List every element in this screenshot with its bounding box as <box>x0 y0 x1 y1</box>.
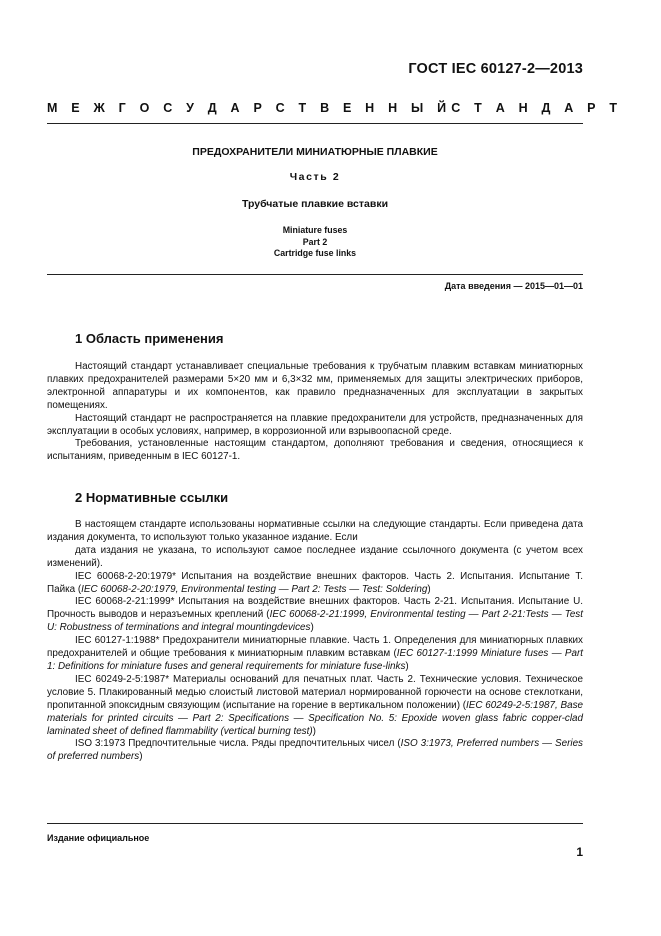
section-1-body <box>47 361 583 464</box>
reference-item: ISO 3:1973 Предпочтительные числа. Ряды предпочтительных чисел (ISO 3:1973, Preferred numbers — Series of preferred numbers) <box>47 738 583 763</box>
paragraph: дата издания не указана, то используют самое последнее издание ссылочного документа (с учетом всех изменений). <box>47 544 583 569</box>
document-part: Часть 2 <box>289 171 341 183</box>
reference-item: IEC 60068-2-20:1979* Испытания на воздействие внешних факторов. Часть 2. Испытания. Испытание Т. Пайка (IEC 60068-2-20:1979, Environmental testing — Part 2: Tests — Test: Soldering) <box>47 570 583 595</box>
reference-item: IEC 60127-1:1988* Предохранители миниатюрные плавкие. Часть 1. Определения для миниатюрных плавких предохранителей и общие требования к миниатюрным плавким вставкам (IEC 60127-1:1999 Miniature fuses — Part 1: Definitions for miniature fuses and general requirements for miniature fuse-links) <box>47 635 583 672</box>
page-number: 1 <box>576 845 583 859</box>
paragraph: Требования, установленные настоящим стандартом, дополняют требования и сведения, относящиеся к испытаниям, приведенным в IEC 60127-1. <box>47 438 583 463</box>
section-1-heading: 1 Область применения <box>75 331 224 346</box>
reference-item: IEC 60249-2-5:1987* Материалы оснований для печатных плат. Часть 2. Технические условия. Техническое условие 5. Плакированный медью слоистый листовой материал нормированной горючести на основе стеклоткани, пропитанной эпоксидным связующим (испытание на горение в вертикальном положении) (IEC 60249-2-5:1987, Base materials for printed circuits — Part 2: Specifications — Specification No. 5: Epoxide woven glass fabric copper-clad laminated sheet of defined flammability (vertical burning test)) <box>47 673 583 737</box>
introduction-date: Дата введения — 2015—01—01 <box>444 281 583 291</box>
date-rule <box>47 274 583 275</box>
document-subtitle: Трубчатые плавкие вставки <box>241 198 389 210</box>
paragraph: Настоящий стандарт не распространяется на плавкие предохранители для устройств, предназначенных для эксплуатации в особых условиях, например, в коррозионной или взрывоопасной среде. <box>47 412 583 437</box>
interstate-standard-banner <box>47 101 623 115</box>
english-title <box>47 225 583 260</box>
interstate-word: М Е Ж Г О С У Д А Р С Т В Е Н Н Ы Й <box>47 101 452 115</box>
paragraph: В настоящем стандарте использованы нормативные ссылки на следующие стандарты. Если приведена дата издания документа, то используют только указанное издание. Если <box>47 519 583 543</box>
footer-rule <box>47 823 583 824</box>
standard-word: С Т А Н Д А Р Т <box>451 101 623 115</box>
section-2-body <box>47 519 583 764</box>
reference-item: IEC 60068-2-21:1999* Испытания на воздействие внешних факторов. Часть 2-21. Испытания. Испытание U. Прочность выводов и неразъемных креплений (IEC 60068-2-21:1999, Environmental testing — Part 2-21:Tests — Test U: Robustness of terminations and integral mountingdevices) <box>47 596 583 634</box>
paragraph: Настоящий стандарт устанавливает специальные требования к трубчатым плавким вставкам миниатюрных плавких предохранителей размерами 5×20 мм и 6,3×32 мм, применяемых для защиты электрических приборов, электронной аппаратуры и их компонентов, как правило предназначенных для эксплуатации в закрытых помещениях. <box>47 361 583 411</box>
header-rule <box>47 123 583 124</box>
english-title-line: Cartridge fuse links <box>273 248 357 258</box>
standard-code: ГОСТ IEC 60127-2—2013 <box>408 61 583 77</box>
section-2-heading: 2 Нормативные ссылки <box>75 490 229 505</box>
document-title: ПРЕДОХРАНИТЕЛИ МИНИАТЮРНЫЕ ПЛАВКИЕ <box>192 146 438 158</box>
edition-label: Издание официальное <box>47 833 150 843</box>
english-title-line: Miniature fuses <box>282 225 348 235</box>
english-title-line: Part 2 <box>302 236 328 247</box>
